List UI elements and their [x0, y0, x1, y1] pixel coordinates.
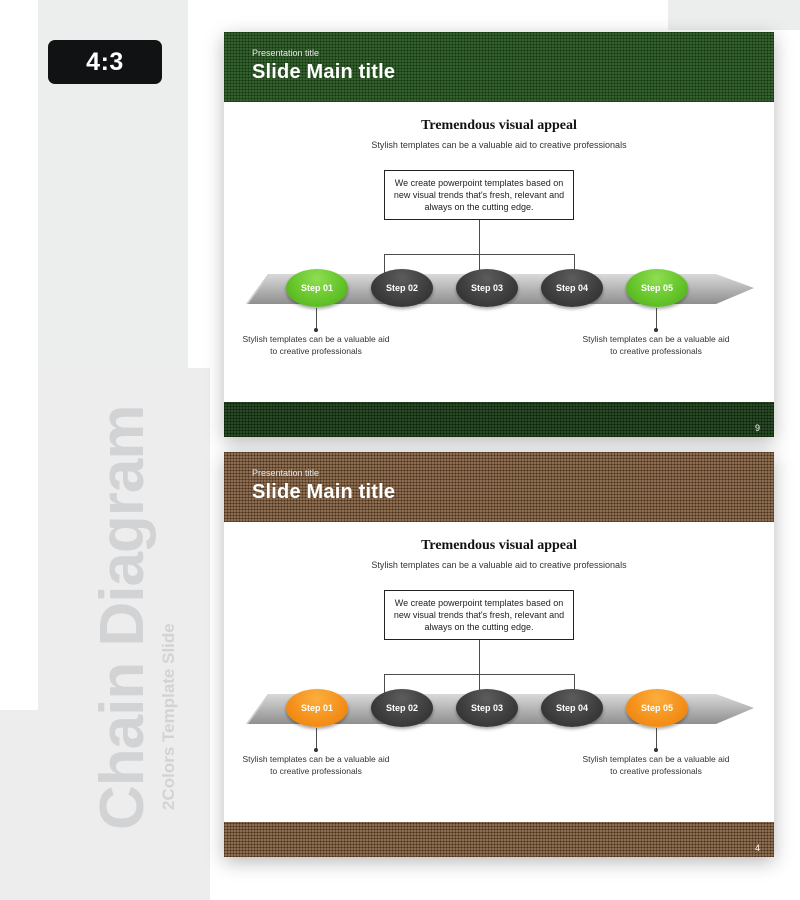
step-node-1-label: Step 01	[300, 703, 333, 713]
slide-green-presentation-title: Presentation title	[252, 48, 320, 58]
step-node-3-label: Step 03	[470, 283, 503, 293]
callout-text-right: Stylish templates can be a valuable aid to creative professionals	[582, 334, 730, 356]
slide-brown-header	[224, 452, 774, 522]
aspect-ratio-label: 4:3	[86, 47, 124, 76]
callout-line-right	[656, 728, 657, 750]
connector-vertical-main	[479, 220, 480, 255]
background-white-band	[188, 0, 668, 30]
slide-green-description-box: We create powerpoint templates based on new visual trends that's fresh, relevant and always on the cutting edge.	[384, 170, 574, 220]
connector-vertical-main	[479, 640, 480, 675]
slide-brown-description-box: We create powerpoint templates based on new visual trends that's fresh, relevant and always on the cutting edge.	[384, 590, 574, 640]
slide-green-heading: Tremendous visual appeal	[421, 118, 577, 133]
callout-text-right: Stylish templates can be a valuable aid to creative professionals	[582, 754, 730, 776]
step-node-1-label: Step 01	[300, 283, 333, 293]
step-node-5[interactable]	[626, 269, 688, 307]
slide-brown-main-title: Slide Main title	[252, 481, 396, 503]
callout-dot-left	[314, 328, 318, 332]
aspect-ratio-badge	[48, 40, 162, 84]
slide-green-main-title: Slide Main title	[252, 61, 396, 83]
vertical-subtitle: 2Colors Template Slide	[159, 623, 178, 810]
step-node-4[interactable]	[541, 269, 603, 307]
callout-dot-right	[654, 328, 658, 332]
background-grey-right	[668, 0, 800, 30]
callout-line-left	[316, 728, 317, 750]
callout-line-left	[316, 308, 317, 330]
step-node-4-label: Step 04	[555, 283, 588, 293]
step-node-5[interactable]	[626, 689, 688, 727]
slide-green-header	[224, 32, 774, 102]
slide-brown-presentation-title: Presentation title	[252, 468, 320, 478]
callout-dot-right	[654, 748, 658, 752]
background-bottom-white	[210, 860, 800, 900]
callout-text-left: Stylish templates can be a valuable aid to creative professionals	[242, 754, 390, 776]
step-node-1[interactable]	[286, 689, 348, 727]
vertical-title: Chain Diagram	[88, 405, 157, 830]
step-node-4[interactable]	[541, 689, 603, 727]
step-node-5-label: Step 05	[640, 703, 673, 713]
slide-green-body	[224, 102, 774, 402]
step-node-5-label: Step 05	[640, 283, 673, 293]
slide-brown-body	[224, 522, 774, 822]
slide-green[interactable]	[224, 32, 774, 437]
slide-brown-page-number: 4	[754, 843, 760, 853]
step-node-1[interactable]	[286, 269, 348, 307]
step-node-4-label: Step 04	[555, 703, 588, 713]
step-node-3[interactable]	[456, 689, 518, 727]
step-node-2-label: Step 02	[385, 703, 418, 713]
slide-green-subheading: Stylish templates can be a valuable aid to creative professionals	[371, 140, 627, 150]
step-node-3-label: Step 03	[470, 703, 503, 713]
slide-brown-heading: Tremendous visual appeal	[421, 538, 577, 553]
slide-brown[interactable]	[224, 452, 774, 857]
step-node-2[interactable]	[371, 689, 433, 727]
slide-brown-subheading: Stylish templates can be a valuable aid to creative professionals	[371, 560, 627, 570]
slide-brown-footer	[224, 822, 774, 857]
step-node-3[interactable]	[456, 269, 518, 307]
slide-green-footer	[224, 402, 774, 437]
step-node-2-label: Step 02	[385, 283, 418, 293]
callout-line-right	[656, 308, 657, 330]
step-node-2[interactable]	[371, 269, 433, 307]
callout-dot-left	[314, 748, 318, 752]
slide-green-page-number: 9	[754, 423, 760, 433]
callout-text-left: Stylish templates can be a valuable aid to creative professionals	[242, 334, 390, 356]
